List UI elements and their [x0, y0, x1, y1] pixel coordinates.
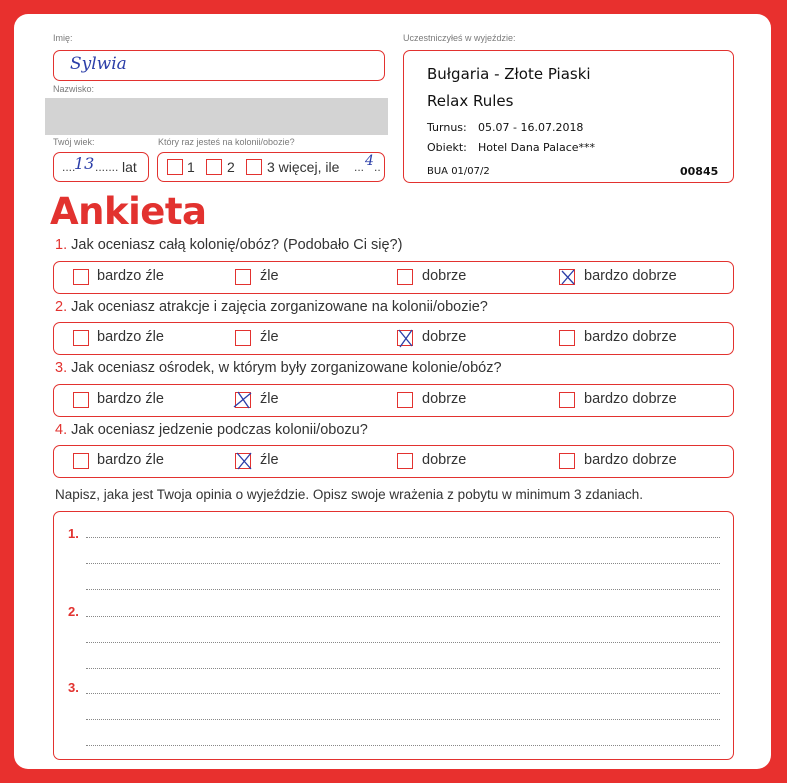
q2-checkbox-zle[interactable] — [235, 330, 251, 346]
question-4-options — [53, 445, 734, 478]
nazwisko-label: Nazwisko: — [53, 84, 95, 94]
q3-checkbox-dobrze[interactable] — [397, 392, 413, 408]
ile-value: 4 — [365, 153, 374, 169]
opinion-textarea[interactable] — [53, 511, 734, 760]
opinion-line — [86, 563, 720, 564]
uczestnictwo-label: Uczestniczyłeś w wyjeździe: — [403, 33, 516, 43]
q4-option-bardzo-zle: bardzo źle — [97, 452, 164, 468]
opinion-line — [86, 642, 720, 643]
opinion-line-number-2: 2. — [68, 604, 79, 619]
ktory-raz-option-3: 3 więcej, ile — [267, 159, 340, 175]
survey-sheet — [14, 14, 771, 769]
q3-option-bardzo-dobrze: bardzo dobrze — [584, 391, 677, 407]
q3-option-bardzo-zle: bardzo źle — [97, 391, 164, 407]
q4-option-bardzo-dobrze: bardzo dobrze — [584, 452, 677, 468]
imie-label: Imię: — [53, 33, 73, 43]
turnus-value: 05.07 - 16.07.2018 — [478, 121, 584, 134]
page-title: Ankieta — [50, 190, 207, 233]
q2-option-bardzo-zle: bardzo źle — [97, 329, 164, 345]
q4-check-mark — [233, 450, 255, 472]
obiekt-label: Obiekt: — [427, 141, 467, 154]
opinion-prompt: Napisz, jaka jest Twoja opinia o wyjeździe. Opisz swoje wrażenia z pobytu w minimum 3 zdaniach. — [55, 487, 644, 502]
question-4: 4. Jak oceniasz jedzenie podczas kolonii/obozu? — [55, 422, 368, 438]
opinion-line — [86, 693, 720, 694]
q1-option-zle: źle — [260, 268, 279, 284]
ktory-raz-checkbox-3[interactable] — [246, 159, 262, 175]
trip-code: BUA 01/07/2 — [427, 166, 490, 177]
q4-checkbox-bardzo-zle[interactable] — [73, 453, 89, 469]
ktory-raz-option-2: 2 — [227, 159, 235, 175]
trip-info-box — [403, 50, 734, 183]
q1-option-bardzo-dobrze: bardzo dobrze — [584, 268, 677, 284]
opinion-line — [86, 745, 720, 746]
q4-checkbox-dobrze[interactable] — [397, 453, 413, 469]
opinion-line — [86, 719, 720, 720]
ile-dots-left: ... — [354, 160, 365, 174]
wiek-dots-right: ....... — [95, 160, 119, 174]
ktory-raz-field — [157, 152, 385, 182]
q3-checkbox-bardzo-dobrze[interactable] — [559, 392, 575, 408]
opinion-line — [86, 668, 720, 669]
q1-checkbox-dobrze[interactable] — [397, 269, 413, 285]
question-3: 3. Jak oceniasz ośrodek, w którym były zorganizowane kolonie/obóz? — [55, 360, 502, 376]
wiek-field[interactable] — [53, 152, 149, 182]
ktory-raz-checkbox-1[interactable] — [167, 159, 183, 175]
trip-destination: Bułgaria - Złote Piaski — [427, 65, 591, 83]
q3-option-dobrze: dobrze — [422, 391, 467, 407]
q1-check-mark — [559, 267, 577, 287]
wiek-dots-left: .... — [62, 160, 76, 174]
trip-number: 00845 — [680, 165, 719, 178]
q2-checkbox-bardzo-dobrze[interactable] — [559, 330, 575, 346]
obiekt-value: Hotel Dana Palace*** — [478, 141, 596, 154]
q1-checkbox-bardzo-zle[interactable] — [73, 269, 89, 285]
q2-checkbox-bardzo-zle[interactable] — [73, 330, 89, 346]
opinion-line — [86, 537, 720, 538]
ile-dots-right: .. — [374, 160, 381, 174]
opinion-line-number-3: 3. — [68, 680, 79, 695]
ktory-raz-label: Który raz jesteś na kolonii/obozie? — [158, 137, 295, 147]
question-1-options — [53, 261, 734, 294]
ktory-raz-checkbox-2[interactable] — [206, 159, 222, 175]
question-2-options — [53, 322, 734, 355]
opinion-line — [86, 616, 720, 617]
q2-check-mark — [396, 327, 416, 349]
ktory-raz-option-1: 1 — [187, 159, 195, 175]
question-1: 1. Jak oceniasz całą kolonię/obóz? (Podobało Ci się?) — [55, 237, 403, 253]
turnus-label: Turnus: — [427, 121, 467, 134]
opinion-line — [86, 589, 720, 590]
q3-option-zle: źle — [260, 391, 279, 407]
q4-checkbox-bardzo-dobrze[interactable] — [559, 453, 575, 469]
q1-option-dobrze: dobrze — [422, 268, 467, 284]
wiek-unit: lat — [122, 159, 137, 175]
q4-option-dobrze: dobrze — [422, 452, 467, 468]
question-2: 2. Jak oceniasz atrakcje i zajęcia zorganizowane na kolonii/obozie? — [55, 299, 488, 315]
question-3-options — [53, 384, 734, 417]
opinion-line-number-1: 1. — [68, 526, 79, 541]
q2-option-bardzo-dobrze: bardzo dobrze — [584, 329, 677, 345]
imie-value: Sylwia — [70, 54, 127, 74]
trip-program: Relax Rules — [427, 92, 514, 110]
q1-option-bardzo-zle: bardzo źle — [97, 268, 164, 284]
q2-option-zle: źle — [260, 329, 279, 345]
q3-checkbox-bardzo-zle[interactable] — [73, 392, 89, 408]
wiek-label: Twój wiek: — [53, 137, 95, 147]
q2-option-dobrze: dobrze — [422, 329, 467, 345]
nazwisko-redacted — [45, 98, 388, 135]
q3-check-mark — [231, 389, 255, 411]
wiek-value: 13 — [74, 154, 95, 173]
imie-field[interactable] — [53, 50, 385, 81]
q1-checkbox-zle[interactable] — [235, 269, 251, 285]
q4-option-zle: źle — [260, 452, 279, 468]
